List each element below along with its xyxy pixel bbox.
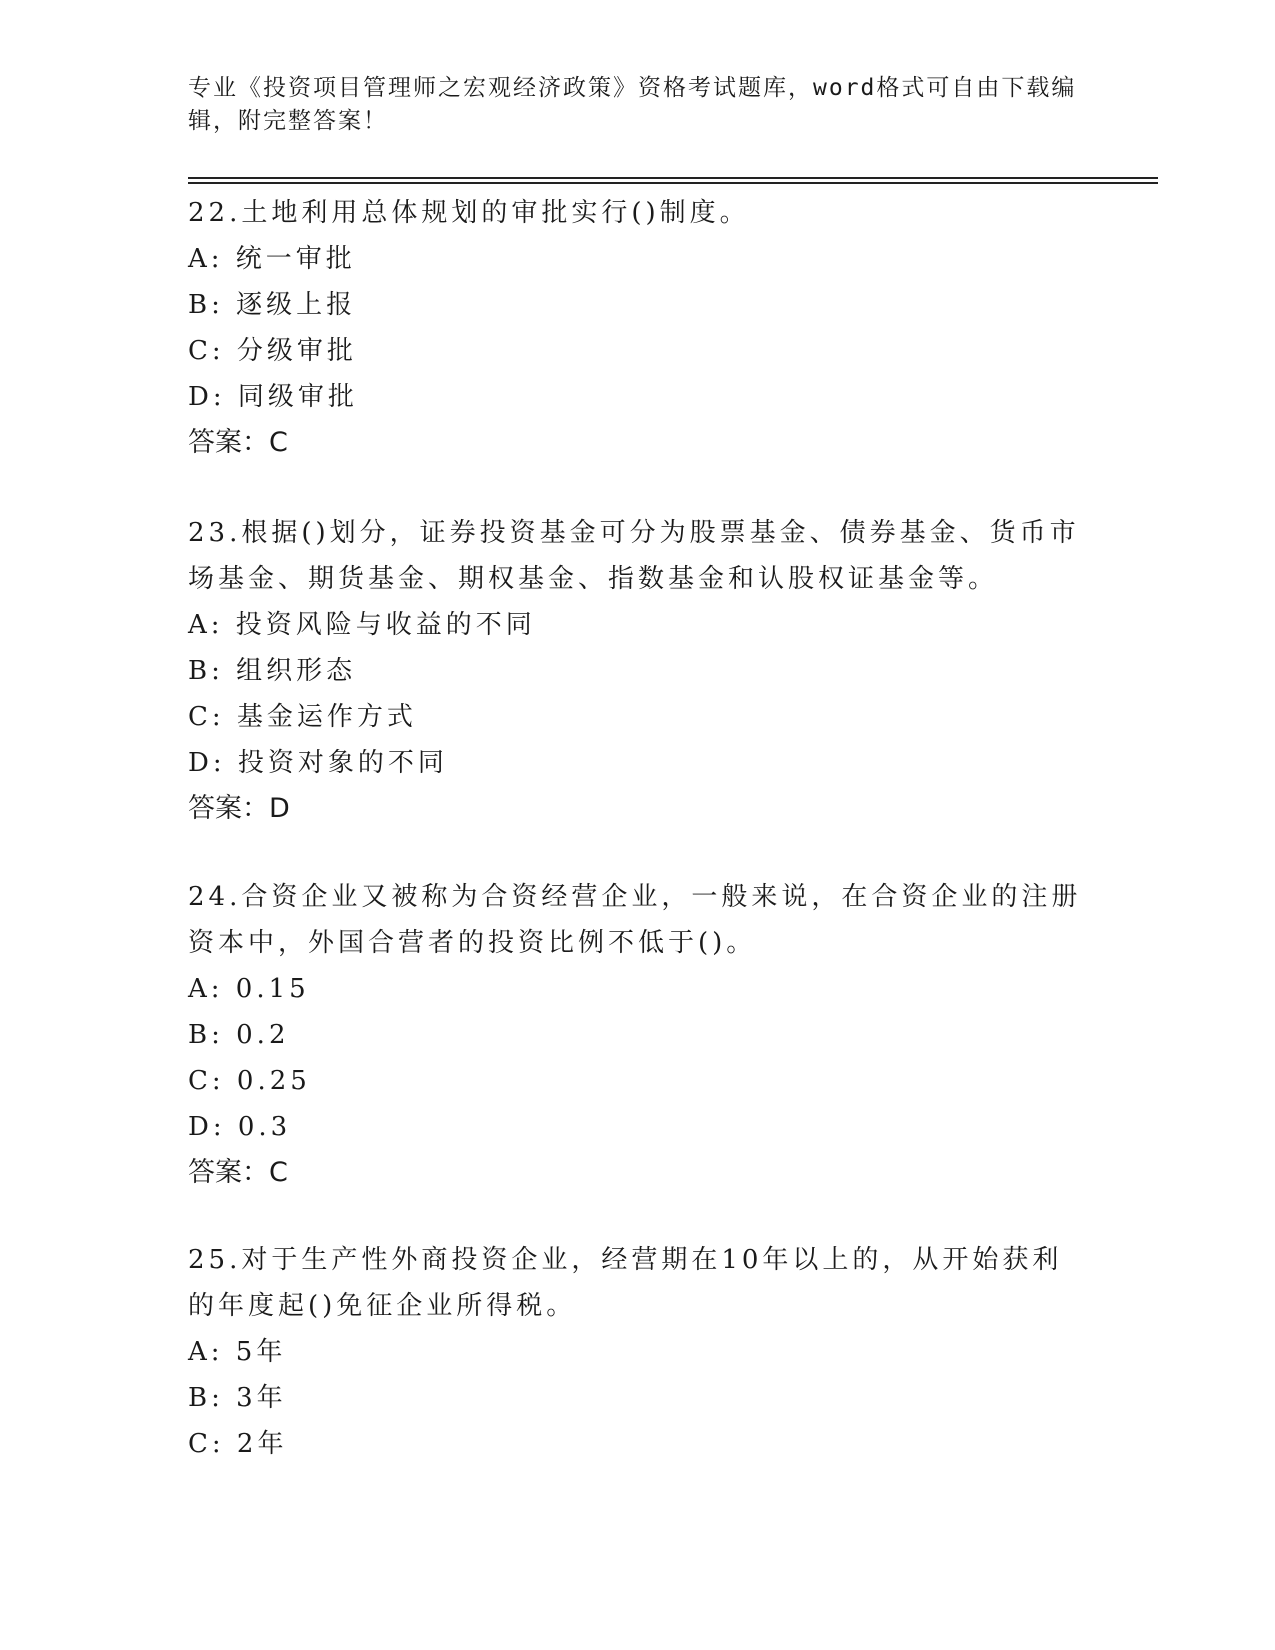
option-a: A: 0.15 — [188, 974, 310, 1004]
option-b: B: 逐级上报 — [188, 290, 357, 320]
option-b: B: 0.2 — [188, 1020, 290, 1050]
answer: 答案：C — [188, 1157, 288, 1188]
question-stem: 24.合资企业又被称为合资经营企业，一般来说，在合资企业的注册资本中，外国合营者的投资比例不低于()。 — [188, 882, 1082, 958]
option-d: D: 同级审批 — [188, 382, 358, 412]
question-25 — [188, 1237, 1088, 1467]
question-23 — [188, 510, 1088, 832]
option-c: C: 0.25 — [188, 1066, 311, 1096]
option-a: A: 投资风险与收益的不同 — [188, 610, 536, 640]
question-22 — [188, 190, 1088, 466]
header-divider-top — [188, 177, 1158, 179]
option-b: B: 3年 — [188, 1383, 287, 1413]
answer: 答案：C — [188, 427, 288, 458]
option-b: B: 组织形态 — [188, 656, 357, 686]
option-a: A: 5年 — [188, 1337, 287, 1367]
question-stem: 22.土地利用总体规划的审批实行()制度。 — [188, 198, 750, 228]
question-stem: 23.根据()划分，证券投资基金可分为股票基金、债券基金、货币市场基金、期货基金、期权基金、指数基金和认股权证基金等。 — [188, 518, 1080, 594]
document-header: 专业《投资项目管理师之宏观经济政策》资格考试题库，word格式可自由下载编辑，附完整答案！ — [188, 75, 1077, 134]
option-c: C: 2年 — [188, 1429, 288, 1459]
option-c: C: 基金运作方式 — [188, 702, 417, 732]
question-stem: 25.对于生产性外商投资企业，经营期在10年以上的，从开始获利的年度起()免征企业所得税。 — [188, 1245, 1063, 1321]
answer: 答案：D — [188, 793, 290, 824]
option-c: C: 分级审批 — [188, 336, 357, 366]
option-d: D: 投资对象的不同 — [188, 748, 448, 778]
question-24 — [188, 874, 1088, 1196]
option-d: D: 0.3 — [188, 1112, 292, 1142]
option-a: A: 统一审批 — [188, 244, 356, 274]
header-divider-bottom — [188, 182, 1158, 184]
